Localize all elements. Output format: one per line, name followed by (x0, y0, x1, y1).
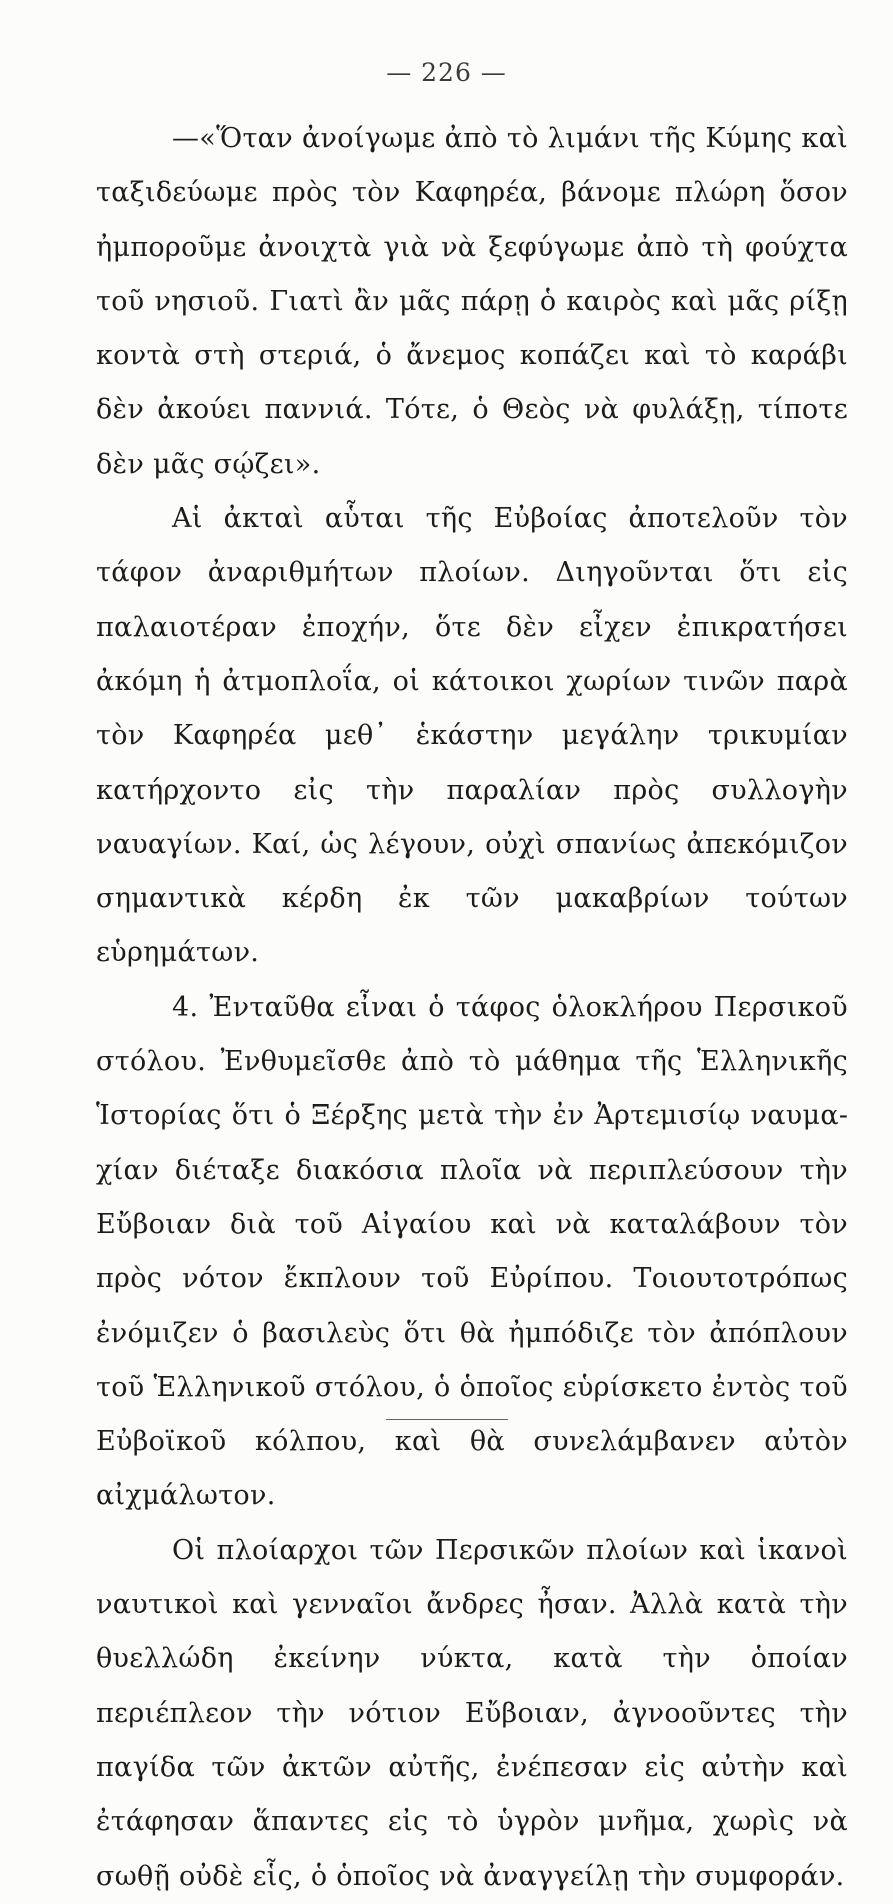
paragraph-shores: Αἱ ἀκταὶ αὗται τῆς Εὐβοίας ἀποτελοῦν τὸν τάφον ἀναριθμήτων πλοίων. Διηγοῦνται ὅτι εἰς παλαιοτέραν ἐποχήν, ὅτε δὲν εἶχεν ἐπικρατήσει ἀκόμη ἡ ἀτμοπλοΐα, οἱ κάτοικοι χωρίων τινῶν παρὰ τὸν Καφηρέα μεθ᾽ ἑκάστην μεγάλην τρικυμίαν κατήρχοντο εἰς τὴν παραλίαν πρὸς συλλογὴν ναυαγίων. Καί, ὡς λέγουν, οὐχὶ σπανίως ἀπεκόμιζον σημαντικὰ κέρδη ἐκ τῶν μακαβρίων τούτων εὑρημάτων. (96, 503, 848, 969)
page-number: — 226 — (386, 58, 507, 87)
paragraph-captains: Οἱ πλοίαρχοι τῶν Περσικῶν πλοίων καὶ ἱκανοὶ ναυτικοὶ καὶ γενναῖοι ἄνδρες ἦσαν. Ἀλλὰ κατὰ τὴν θυελλώδη ἐκείνην νύκτα, κατὰ τὴν ὁποίαν περιέπλεον τὴν νότιον Εὔβοιαν, ἀγνοοῦντες τὴν παγίδα τῶν ἀκτῶν αὐτῆς, ἐνέπεσαν εἰς αὐτὴν καὶ ἐτάφησαν ἅπαντες εἰς τὸ ὑγρὸν μνῆμα, χωρὶς νὰ σωθῇ οὐδὲ εἷς, ὁ ὁποῖος νὰ ἀναγγείλῃ τὴν συμφοράν. (96, 1534, 848, 1892)
footer-divider (386, 1419, 508, 1420)
paragraph-persian-fleet: 4. Ἐνταῦθα εἶναι ὁ τάφος ὁλοκλήρου Περσικοῦ στόλου. Ἐνθυμεῖσθε ἀπὸ τὸ μάθημα τῆς Ἑλληνικῆς Ἱστορίας ὅτι ὁ Ξέρξης μετὰ τὴν ἐν Ἀρτεμισίῳ ναυμαχίαν διέταξε διακόσια πλοῖα νὰ περιπλεύσουν τὴν Εὔβοιαν διὰ τοῦ Αἰγαίου καὶ νὰ καταλάβουν τὸν πρὸς νότον ἔκπλουν τοῦ Εὐρίπου. Τοιουτοτρόπως ἐνόμιζεν ὁ βασιλεὺς ὅτι θὰ ἠμπόδιζε τὸν ἀπόπλουν τοῦ Ἑλληνικοῦ στόλου, ὁ ὁποῖος εὑρίσκετο ἐντὸς τοῦ Εὐβοϊκοῦ κόλπου, καὶ θὰ συνελάμβανεν αὐτὸν αἰχμάλωτον. (96, 991, 848, 1512)
paragraph-quote: —«Ὅταν ἀνοίγωμε ἀπὸ τὸ λιμάνι τῆς Κύμης καὶ ταξιδεύωμε πρὸς τὸν Καφηρέα, βάνομε πλώρη ὅσον ἠμποροῦμε ἀνοιχτὰ γιὰ νὰ ξεφύγωμε ἀπὸ τὴ φούχτα τοῦ νησιοῦ. Γιατὶ ἂν μᾶς πάρῃ ὁ καιρὸς καὶ μᾶς ρίξῃ κοντὰ στὴ στεριά, ὁ ἄνεμος κοπάζει καὶ τὸ καράβι δὲν ἀκούει παννιά. Τότε, ὁ Θεὸς νὰ φυλάξῃ, τίποτε δὲν μᾶς σῴζει». (96, 123, 848, 480)
body-text (96, 112, 848, 1904)
